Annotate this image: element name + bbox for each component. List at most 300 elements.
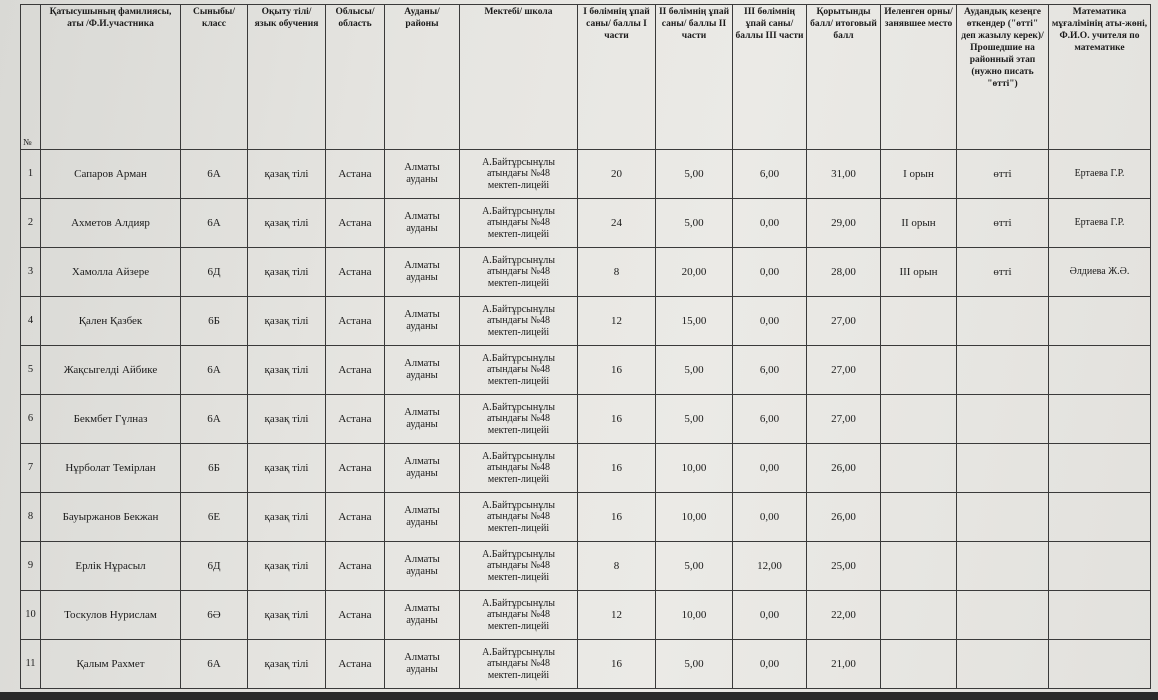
cell-rayon [385, 150, 460, 199]
cell-oblast-text: Астана [338, 658, 372, 670]
cell-passed-text: өтті [993, 266, 1012, 278]
cell-part2 [656, 493, 733, 542]
table-row [21, 150, 1151, 199]
cell-language [248, 248, 326, 297]
results-table [20, 4, 1151, 689]
cell-oblast [326, 248, 385, 297]
cell-class [181, 248, 248, 297]
cell-place [881, 248, 957, 297]
cell-place [881, 199, 957, 248]
cell-part2-text: 5,00 [684, 658, 704, 670]
cell-teacher [1049, 346, 1151, 395]
cell-teacher [1049, 493, 1151, 542]
cell-part3-text: 0,00 [759, 266, 780, 278]
header-oblast: Облысы/ область [326, 5, 385, 150]
cell-rayon [385, 444, 460, 493]
cell-part1-text: 16 [611, 462, 622, 474]
cell-total-text: 29,00 [831, 217, 856, 229]
cell-school [460, 346, 578, 395]
cell-total [807, 395, 881, 444]
cell-passed [957, 493, 1049, 542]
header-place: Иеленген орны/ занявшее место [881, 5, 957, 150]
cell-oblast [326, 493, 385, 542]
cell-name [41, 395, 181, 444]
cell-language-text: қазақ тілі [264, 168, 309, 180]
cell-teacher [1049, 248, 1151, 297]
cell-passed [957, 150, 1049, 199]
cell-school-text: А.Байтұрсынұлы атындағы №48 мектеп-лицейі [482, 205, 555, 240]
header-participant: Қатысушының фамилиясы, аты /Ф.И.участника [41, 5, 181, 150]
header-part3: ІІІ бөлімнің ұпай саны/ баллы ІІІ части [733, 5, 807, 150]
cell-oblast-text: Астана [338, 560, 372, 572]
cell-class [181, 297, 248, 346]
cell-language [248, 591, 326, 640]
cell-part3-text: 0,00 [759, 217, 780, 229]
cell-rayon [385, 199, 460, 248]
cell-teacher [1049, 199, 1151, 248]
cell-rayon-text: Алматы ауданы [404, 456, 440, 479]
cell-number-text: 2 [27, 217, 34, 228]
cell-number-text: 4 [27, 315, 34, 326]
cell-rayon [385, 297, 460, 346]
cell-number-text: 8 [27, 511, 34, 522]
cell-part2-text: 10,00 [681, 609, 707, 621]
cell-part1 [578, 199, 656, 248]
cell-name [41, 640, 181, 689]
cell-passed [957, 542, 1049, 591]
cell-name-text: Жақсыгелді Айбике [63, 364, 158, 376]
cell-number-text: 9 [27, 560, 34, 571]
cell-oblast [326, 395, 385, 444]
cell-class [181, 640, 248, 689]
cell-number [21, 493, 41, 542]
cell-number-text: 3 [27, 266, 34, 277]
cell-part3 [733, 640, 807, 689]
cell-part1-text: 24 [611, 217, 622, 229]
table-row [21, 346, 1151, 395]
cell-school [460, 150, 578, 199]
cell-number [21, 248, 41, 297]
cell-part3 [733, 542, 807, 591]
cell-oblast-text: Астана [338, 217, 372, 229]
cell-name-text: Сапаров Арман [74, 168, 147, 180]
cell-part1 [578, 493, 656, 542]
cell-teacher [1049, 297, 1151, 346]
cell-number [21, 150, 41, 199]
cell-name [41, 493, 181, 542]
cell-school [460, 640, 578, 689]
cell-class-text: 6А [207, 168, 221, 180]
cell-place-text: ІІІ орын [899, 266, 938, 278]
cell-language [248, 542, 326, 591]
cell-part3-text: 6,00 [759, 168, 780, 180]
cell-passed [957, 444, 1049, 493]
cell-oblast [326, 199, 385, 248]
cell-number-text: 1 [27, 168, 34, 179]
cell-total [807, 297, 881, 346]
cell-teacher [1049, 444, 1151, 493]
cell-rayon [385, 493, 460, 542]
cell-oblast [326, 150, 385, 199]
cell-school [460, 297, 578, 346]
cell-part1 [578, 542, 656, 591]
cell-place-text: ІІ орын [901, 217, 936, 229]
cell-class-text: 6А [207, 217, 221, 229]
cell-part3 [733, 444, 807, 493]
cell-class-text: 6А [207, 364, 221, 376]
cell-rayon-text: Алматы ауданы [404, 211, 440, 234]
cell-number-text: 7 [27, 462, 34, 473]
cell-teacher-text: Әлдиева Ж.Ә. [1069, 266, 1130, 277]
table-row [21, 640, 1151, 689]
cell-school [460, 444, 578, 493]
cell-school-text: А.Байтұрсынұлы атындағы №48 мектеп-лицейі [482, 499, 555, 534]
cell-teacher [1049, 591, 1151, 640]
table-row [21, 444, 1151, 493]
cell-school [460, 199, 578, 248]
cell-part1 [578, 591, 656, 640]
cell-oblast [326, 591, 385, 640]
cell-language-text: қазақ тілі [264, 658, 309, 670]
cell-school-text: А.Байтұрсынұлы атындағы №48 мектеп-лицейі [482, 156, 555, 191]
cell-place [881, 493, 957, 542]
cell-language [248, 493, 326, 542]
cell-part3 [733, 346, 807, 395]
cell-language-text: қазақ тілі [264, 315, 309, 327]
cell-school [460, 493, 578, 542]
cell-school [460, 591, 578, 640]
cell-teacher-text: Ертаева Г.Р. [1074, 168, 1125, 179]
cell-language [248, 150, 326, 199]
cell-total-text: 27,00 [831, 413, 856, 425]
cell-total-text: 27,00 [831, 364, 856, 376]
cell-name-text: Нұрболат Темірлан [65, 462, 156, 474]
cell-teacher-text: Ертаева Г.Р. [1074, 217, 1125, 228]
cell-rayon-text: Алматы ауданы [404, 358, 440, 381]
cell-school-text: А.Байтұрсынұлы атындағы №48 мектеп-лицейі [482, 352, 555, 387]
cell-school-text: А.Байтұрсынұлы атындағы №48 мектеп-лицейі [482, 254, 555, 289]
cell-part2-text: 5,00 [684, 217, 704, 229]
cell-number-text: 5 [27, 364, 34, 375]
cell-name-text: Қалым Рахмет [76, 658, 145, 670]
cell-place-text: І орын [903, 168, 934, 180]
cell-rayon [385, 346, 460, 395]
cell-part2-text: 5,00 [684, 413, 704, 425]
cell-part2 [656, 542, 733, 591]
cell-name [41, 199, 181, 248]
cell-total [807, 444, 881, 493]
cell-part2-text: 5,00 [684, 560, 704, 572]
cell-school [460, 542, 578, 591]
cell-language-text: қазақ тілі [264, 364, 309, 376]
cell-part2-text: 5,00 [684, 168, 704, 180]
table-row [21, 493, 1151, 542]
cell-language-text: қазақ тілі [264, 560, 309, 572]
cell-rayon-text: Алматы ауданы [404, 505, 440, 528]
cell-rayon-text: Алматы ауданы [404, 162, 440, 185]
cell-total-text: 22,00 [831, 609, 856, 621]
cell-class-text: 6Б [208, 462, 220, 474]
cell-oblast [326, 542, 385, 591]
cell-class-text: 6Д [207, 560, 221, 572]
cell-passed [957, 346, 1049, 395]
cell-number [21, 199, 41, 248]
cell-teacher [1049, 395, 1151, 444]
cell-total-text: 31,00 [831, 168, 856, 180]
cell-language [248, 640, 326, 689]
header-class: Сыныбы/ класс [181, 5, 248, 150]
cell-oblast [326, 297, 385, 346]
cell-class [181, 150, 248, 199]
cell-class-text: 6Е [207, 511, 221, 523]
cell-rayon [385, 248, 460, 297]
cell-number-text: 11 [25, 658, 36, 669]
header-part2: ІІ бөлімнің ұпай саны/ баллы ІІ части [656, 5, 733, 150]
cell-name [41, 150, 181, 199]
cell-name [41, 542, 181, 591]
cell-class-text: 6Д [207, 266, 221, 278]
cell-part1-text: 12 [611, 609, 622, 621]
cell-school-text: А.Байтұрсынұлы атындағы №48 мектеп-лицейі [482, 303, 555, 338]
cell-oblast [326, 444, 385, 493]
cell-class-text: 6А [207, 658, 221, 670]
cell-class [181, 591, 248, 640]
cell-place [881, 395, 957, 444]
cell-total-text: 26,00 [831, 511, 856, 523]
cell-part2 [656, 640, 733, 689]
cell-part1 [578, 395, 656, 444]
cell-language [248, 297, 326, 346]
header-teacher: Математика мұғалімінің аты-жөні, Ф.И.О. учителя по математике [1049, 5, 1151, 150]
header-part1: І бөлімнің ұпай саны/ баллы І части [578, 5, 656, 150]
cell-school-text: А.Байтұрсынұлы атындағы №48 мектеп-лицейі [482, 548, 555, 583]
cell-name [41, 248, 181, 297]
cell-part2-text: 15,00 [681, 315, 707, 327]
cell-oblast-text: Астана [338, 315, 372, 327]
cell-part3 [733, 248, 807, 297]
cell-number [21, 346, 41, 395]
cell-part2-text: 5,00 [684, 364, 704, 376]
cell-class [181, 395, 248, 444]
cell-language-text: қазақ тілі [264, 217, 309, 229]
cell-part3-text: 0,00 [759, 462, 780, 474]
cell-rayon [385, 591, 460, 640]
cell-part1 [578, 346, 656, 395]
cell-school [460, 395, 578, 444]
header-total: Қорытынды балл/ итоговый балл [807, 5, 881, 150]
cell-teacher [1049, 150, 1151, 199]
cell-name [41, 591, 181, 640]
cell-oblast-text: Астана [338, 168, 372, 180]
cell-teacher [1049, 640, 1151, 689]
cell-place [881, 346, 957, 395]
cell-part3 [733, 199, 807, 248]
header-passed: Аудандық кезеңге өткендер ("өтті" деп жазылу керек)/ Прошедшие на районный этап (нужно писать "өтті") [957, 5, 1049, 150]
cell-part3-text: 12,00 [757, 560, 782, 572]
cell-part3 [733, 591, 807, 640]
cell-class-text: 6Б [208, 315, 220, 327]
cell-passed [957, 248, 1049, 297]
cell-name-text: Ахметов Алдияр [71, 217, 150, 229]
cell-language [248, 346, 326, 395]
cell-total-text: 28,00 [831, 266, 856, 278]
cell-part2 [656, 591, 733, 640]
cell-passed [957, 297, 1049, 346]
cell-language-text: қазақ тілі [264, 462, 309, 474]
cell-part3 [733, 395, 807, 444]
cell-school-text: А.Байтұрсынұлы атындағы №48 мектеп-лицейі [482, 597, 555, 632]
cell-part1-text: 16 [611, 364, 622, 376]
cell-oblast [326, 640, 385, 689]
cell-rayon-text: Алматы ауданы [404, 309, 440, 332]
cell-oblast-text: Астана [338, 266, 372, 278]
cell-part3-text: 0,00 [759, 315, 780, 327]
cell-part2-text: 20,00 [681, 266, 707, 278]
table-row [21, 395, 1151, 444]
cell-total [807, 591, 881, 640]
cell-number-text: 6 [27, 413, 34, 424]
cell-rayon [385, 640, 460, 689]
cell-part3-text: 0,00 [759, 511, 780, 523]
cell-part2 [656, 150, 733, 199]
cell-place [881, 297, 957, 346]
cell-passed [957, 199, 1049, 248]
cell-place [881, 150, 957, 199]
table-row [21, 591, 1151, 640]
cell-place [881, 640, 957, 689]
cell-part1-text: 8 [613, 266, 620, 278]
cell-oblast-text: Астана [338, 511, 372, 523]
cell-class-text: 6Ә [207, 609, 221, 621]
cell-part1-text: 12 [611, 315, 622, 327]
table-row [21, 297, 1151, 346]
cell-part3-text: 0,00 [759, 609, 780, 621]
header-rayon: Ауданы/ районы [385, 5, 460, 150]
cell-total-text: 21,00 [831, 658, 856, 670]
cell-rayon [385, 395, 460, 444]
cell-part1 [578, 248, 656, 297]
cell-part2 [656, 297, 733, 346]
cell-rayon-text: Алматы ауданы [404, 652, 440, 675]
cell-rayon-text: Алматы ауданы [404, 260, 440, 283]
cell-total [807, 150, 881, 199]
cell-part1 [578, 297, 656, 346]
cell-part2 [656, 199, 733, 248]
cell-number [21, 640, 41, 689]
cell-part2 [656, 444, 733, 493]
cell-part2-text: 10,00 [681, 511, 707, 523]
cell-name [41, 444, 181, 493]
cell-passed-text: өтті [993, 217, 1012, 229]
cell-number-text: 10 [25, 609, 36, 620]
cell-class [181, 346, 248, 395]
cell-total-text: 27,00 [831, 315, 856, 327]
cell-place [881, 542, 957, 591]
cell-part3-text: 6,00 [759, 413, 780, 425]
header-row [21, 5, 1151, 150]
cell-part3 [733, 493, 807, 542]
cell-class-text: 6А [207, 413, 221, 425]
cell-total-text: 26,00 [831, 462, 856, 474]
cell-oblast-text: Астана [338, 413, 372, 425]
cell-name-text: Хамолла Айзере [71, 266, 150, 278]
cell-class [181, 199, 248, 248]
cell-total-text: 25,00 [831, 560, 856, 572]
cell-total [807, 493, 881, 542]
cell-total [807, 199, 881, 248]
cell-part2-text: 10,00 [681, 462, 707, 474]
cell-part3 [733, 297, 807, 346]
cell-passed [957, 395, 1049, 444]
cell-school-text: А.Байтұрсынұлы атындағы №48 мектеп-лицейі [482, 401, 555, 436]
cell-total [807, 640, 881, 689]
cell-language-text: қазақ тілі [264, 609, 309, 621]
cell-name-text: Ерлік Нұрасыл [75, 560, 146, 572]
cell-language-text: қазақ тілі [264, 511, 309, 523]
cell-part3 [733, 150, 807, 199]
cell-oblast [326, 346, 385, 395]
cell-passed [957, 591, 1049, 640]
cell-total [807, 248, 881, 297]
header-school: Мектебі/ школа [460, 5, 578, 150]
cell-oblast-text: Астана [338, 462, 372, 474]
cell-name-text: Тоскулов Нурислам [64, 609, 157, 621]
cell-part1 [578, 640, 656, 689]
table-row [21, 248, 1151, 297]
cell-part1-text: 8 [613, 560, 620, 572]
cell-part1 [578, 150, 656, 199]
cell-place [881, 444, 957, 493]
cell-rayon-text: Алматы ауданы [404, 554, 440, 577]
cell-oblast-text: Астана [338, 609, 372, 621]
cell-class [181, 444, 248, 493]
cell-part1-text: 20 [611, 168, 622, 180]
cell-class [181, 493, 248, 542]
cell-part3-text: 6,00 [759, 364, 780, 376]
cell-school [460, 248, 578, 297]
cell-number [21, 297, 41, 346]
cell-language [248, 444, 326, 493]
cell-language [248, 395, 326, 444]
header-language: Оқыту тілі/ язык обучения [248, 5, 326, 150]
cell-part1-text: 16 [611, 658, 622, 670]
cell-part2 [656, 248, 733, 297]
cell-passed-text: өтті [993, 168, 1012, 180]
cell-teacher [1049, 542, 1151, 591]
cell-part2 [656, 346, 733, 395]
cell-passed [957, 640, 1049, 689]
cell-name-text: Қален Қазбек [78, 315, 143, 327]
cell-number [21, 542, 41, 591]
cell-number [21, 395, 41, 444]
cell-part1-text: 16 [611, 413, 622, 425]
table-row [21, 542, 1151, 591]
cell-name [41, 297, 181, 346]
cell-part1-text: 16 [611, 511, 622, 523]
cell-oblast-text: Астана [338, 364, 372, 376]
cell-part1 [578, 444, 656, 493]
cell-rayon [385, 542, 460, 591]
cell-part3-text: 0,00 [759, 658, 780, 670]
cell-rayon-text: Алматы ауданы [404, 407, 440, 430]
cell-place [881, 591, 957, 640]
cell-number [21, 591, 41, 640]
cell-class [181, 542, 248, 591]
cell-school-text: А.Байтұрсынұлы атындағы №48 мектеп-лицейі [482, 646, 555, 681]
cell-part2 [656, 395, 733, 444]
cell-rayon-text: Алматы ауданы [404, 603, 440, 626]
table-row [21, 199, 1151, 248]
